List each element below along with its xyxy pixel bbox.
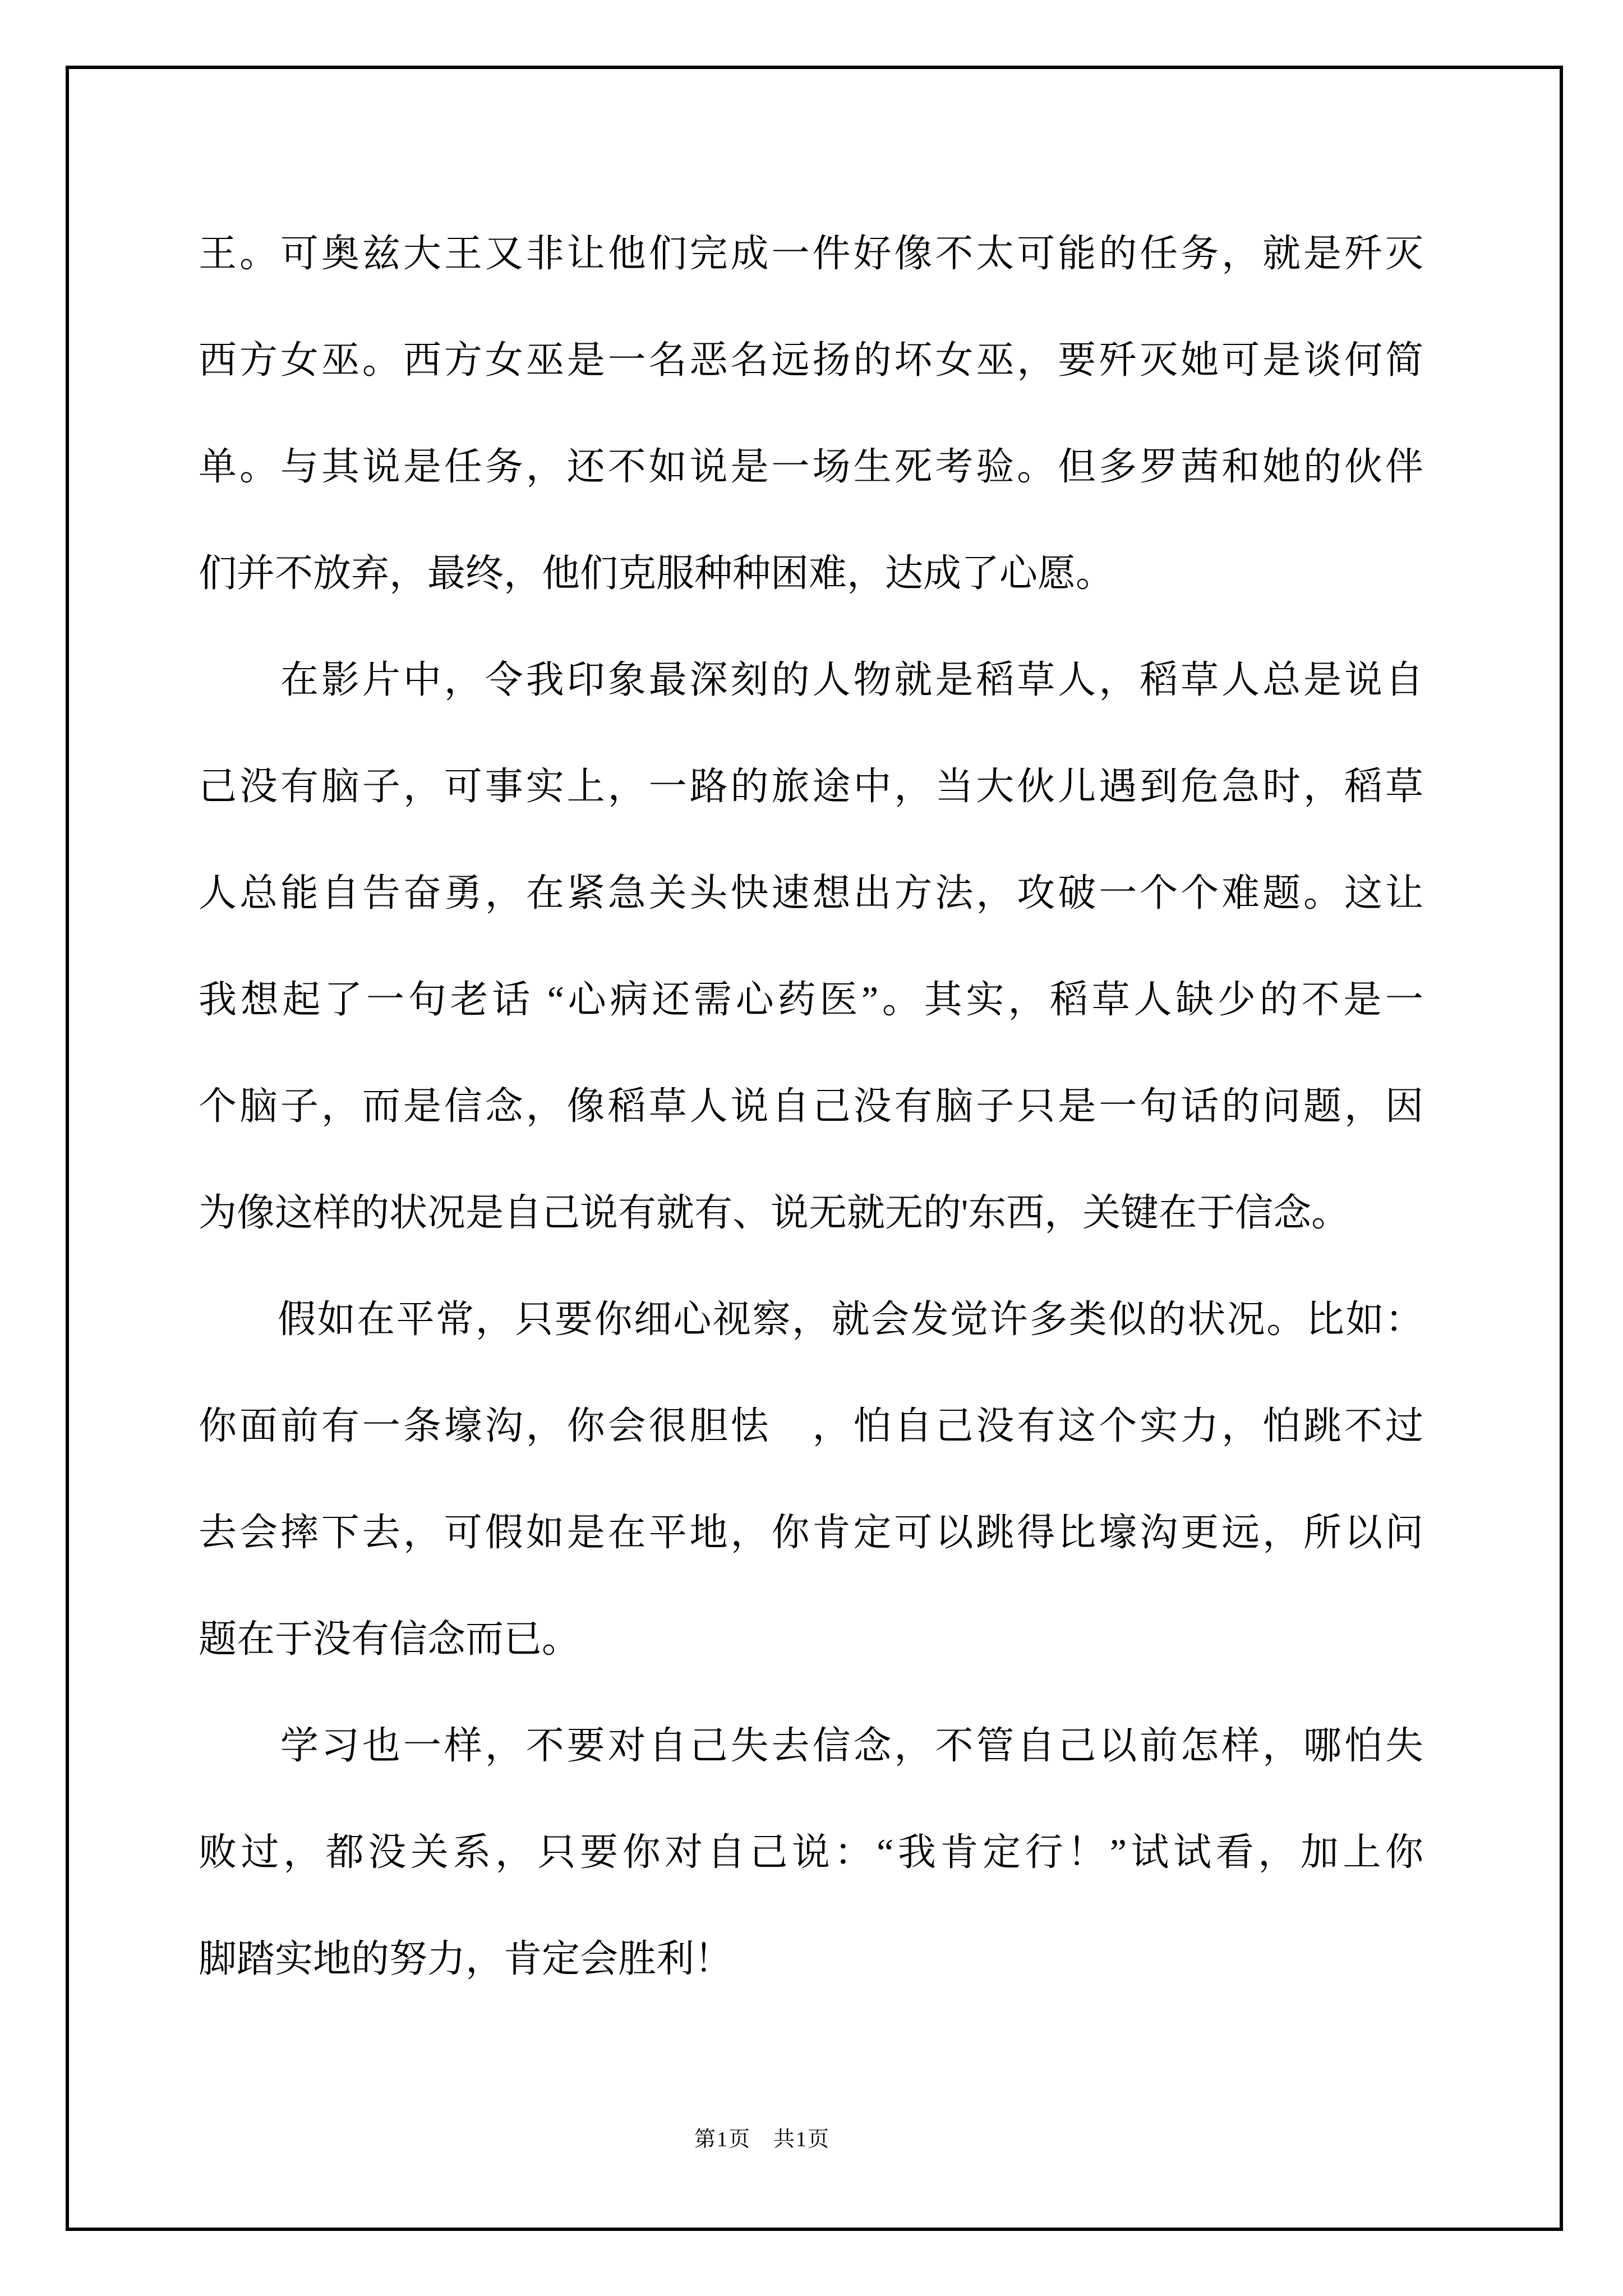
page-number-footer: 第1页 共1页 [694, 2128, 831, 2151]
text-line: 人总能自告奋勇，在紧急关头快速想出方法，攻破一个个难题。这让 [199, 872, 1423, 914]
text-line: 去会摔下去，可假如是在平地，你肯定可以跳得比壕沟更远，所以问 [199, 1511, 1423, 1554]
text-line: 你面前有一条壕沟，你会很胆怯 ，怕自己没有这个实力，怕跳不过 [199, 1405, 1423, 1447]
text-line: 学习也一样，不要对自己失去信念，不管自己以前怎样，哪怕失 [199, 1724, 1423, 1767]
text-line: 在影片中，令我印象最深刻的人物就是稻草人，稻草人总是说自 [199, 659, 1423, 701]
text-line: 题在于没有信念而已。 [199, 1618, 580, 1660]
text-line: 为像这样的状况是自己说有就有、说无就无的'东西，关键在于信念。 [199, 1191, 1350, 1234]
text-line: 单。与其说是任务，还不如说是一场生死考验。但多罗茜和她的伙伴 [199, 445, 1423, 488]
document-body [199, 200, 1423, 2012]
text-line: 败过，都没关系，只要你对自己说：“我肯定行！”试试看，加上你 [199, 1831, 1423, 1874]
text-line: 脚踏实地的努力，肯定会胜利！ [199, 1938, 733, 1980]
text-line: 个脑子，而是信念，像稻草人说自己没有脑子只是一句话的问题，因 [199, 1085, 1423, 1128]
text-line: 们并不放弃，最终，他们克服种种困难，达成了心愿。 [199, 552, 1114, 595]
text-line: 我想起了一句老话 “心病还需心药医”。其实，稻草人缺少的不是一 [199, 978, 1423, 1021]
text-line: 西方女巫。西方女巫是一名恶名远扬的坏女巫，要歼灭她可是谈何简 [199, 339, 1423, 381]
text-line: 己没有脑子，可事实上，一路的旅途中，当大伙儿遇到危急时，稻草 [199, 765, 1423, 808]
text-line: 王。可奥兹大王又非让他们完成一件好像不太可能的任务，就是歼灭 [199, 232, 1423, 275]
text-line: 假如在平常，只要你细心视察，就会发觉许多类似的状况。比如： [199, 1298, 1423, 1341]
